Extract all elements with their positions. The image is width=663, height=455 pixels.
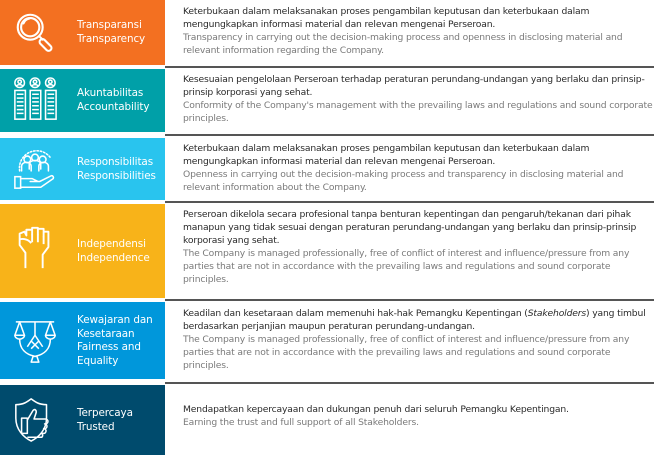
description-id-pre: Keadilan dan kesetaraan dalam memenuhi hak-hak Pemangku Kepentingan ( [183, 308, 528, 319]
description-id: Mendapatkan kepercayaan dan dukungan penuh dari seluruh Pemangku Kepentingan. [183, 404, 569, 415]
principle-description [183, 208, 657, 287]
description-en: Earning the trust and full support of all Stakeholders. [183, 417, 419, 429]
principle-title [77, 314, 161, 368]
description-en: Conformity of the Company's management with the prevailing laws and regulations and sound corporate principles. [183, 100, 653, 125]
row-divider [165, 201, 654, 203]
row-divider [165, 134, 654, 136]
principle-row-fairness [0, 302, 663, 379]
description-id-italic: Stakeholders [527, 308, 587, 319]
title-en: Trusted [77, 420, 115, 433]
principle-tile-accountability [0, 69, 165, 132]
principle-row-trusted [0, 385, 663, 455]
scales-handshake-icon [10, 316, 60, 366]
row-divider [165, 299, 654, 301]
principle-title [77, 238, 161, 265]
principle-tile-trusted [0, 385, 165, 455]
principle-title [77, 19, 161, 46]
description-en: Openness in carrying out the decision-making process and transparency in disclosing material and relevant information about the Company. [183, 169, 624, 194]
principle-row-independence [0, 204, 663, 298]
description-en: Transparency in carrying out the decision-making process and openness in disclosing material and relevant information regarding the Company. [183, 32, 623, 57]
row-divider [165, 66, 654, 68]
title-id: Transparansi [77, 19, 142, 31]
principle-row-responsibilities [0, 138, 663, 200]
title-id: Kewajaran dan Kesetaraan [77, 314, 153, 340]
title-id: Independensi [77, 238, 146, 250]
people-documents-icon [10, 75, 60, 125]
magnifier-icon [10, 7, 60, 57]
principle-tile-independence [0, 204, 165, 298]
principle-tile-responsibilities [0, 138, 165, 200]
description-id: Keterbukaan dalam melaksanakan proses pengambilan keputusan dan keterbukaan dalam mengungkapkan informasi material dan relevan mengenai Perseroan. [183, 143, 590, 168]
principle-description [183, 5, 657, 57]
principle-title [77, 407, 161, 434]
description-id-post: ) yang timbul berdasarkan perjanjian maupun peraturan perundang-undangan. [183, 308, 646, 333]
principle-description [183, 142, 657, 194]
principle-description [183, 307, 657, 372]
raised-fist-icon [10, 222, 60, 272]
title-id: Akuntabilitas [77, 87, 144, 99]
principle-description [183, 73, 657, 125]
title-en: Transparency [77, 32, 146, 45]
description-id: Kesesuaian pengelolaan Perseroan terhadap peraturan perundang-undangan yang berlaku dan prinsip-prinsip korporasi yang sehat. [183, 74, 645, 99]
title-en: Fairness and Equality [77, 341, 141, 367]
title-id: Terpercaya [77, 407, 133, 419]
principle-title [77, 156, 161, 183]
description-id: Keterbukaan dalam melaksanakan proses pengambilan keputusan dan keterbukaan dalam mengungkapkan informasi material dan relevan mengenai Perseroan. [183, 6, 590, 31]
hand-holding-people-icon [10, 144, 60, 194]
row-divider [165, 382, 654, 384]
title-en: Responsibilities [77, 169, 156, 182]
principle-tile-fairness [0, 302, 165, 379]
principle-description [183, 403, 657, 429]
title-en: Accountability [77, 100, 150, 113]
principle-row-transparency [0, 0, 663, 65]
description-id [183, 307, 657, 333]
title-en: Independence [77, 251, 150, 264]
description-en: The Company is managed professionally, free of conflict of interest and influence/pressure from any parties that are not in accordance with the prevailing laws and regulations and sound corporate principles. [183, 334, 630, 372]
description-en: The Company is managed professionally, free of conflict of interest and influence/pressure from any parties that are not in accordance with the prevailing laws and regulations and sound corporate principles. [183, 248, 630, 286]
principle-title [77, 87, 161, 114]
title-id: Responsibilitas [77, 156, 154, 168]
shield-thumbs-up-icon [10, 395, 60, 445]
principle-row-accountability [0, 69, 663, 132]
principle-tile-transparency [0, 0, 165, 65]
description-id: Perseroan dikelola secara profesional tanpa benturan kepentingan dan pengaruh/tekanan dari pihak manapun yang tidak sesuai dengan peraturan perundang-undangan yang berlaku dan prinsip-prinsip korporasi yang sehat. [183, 209, 637, 247]
